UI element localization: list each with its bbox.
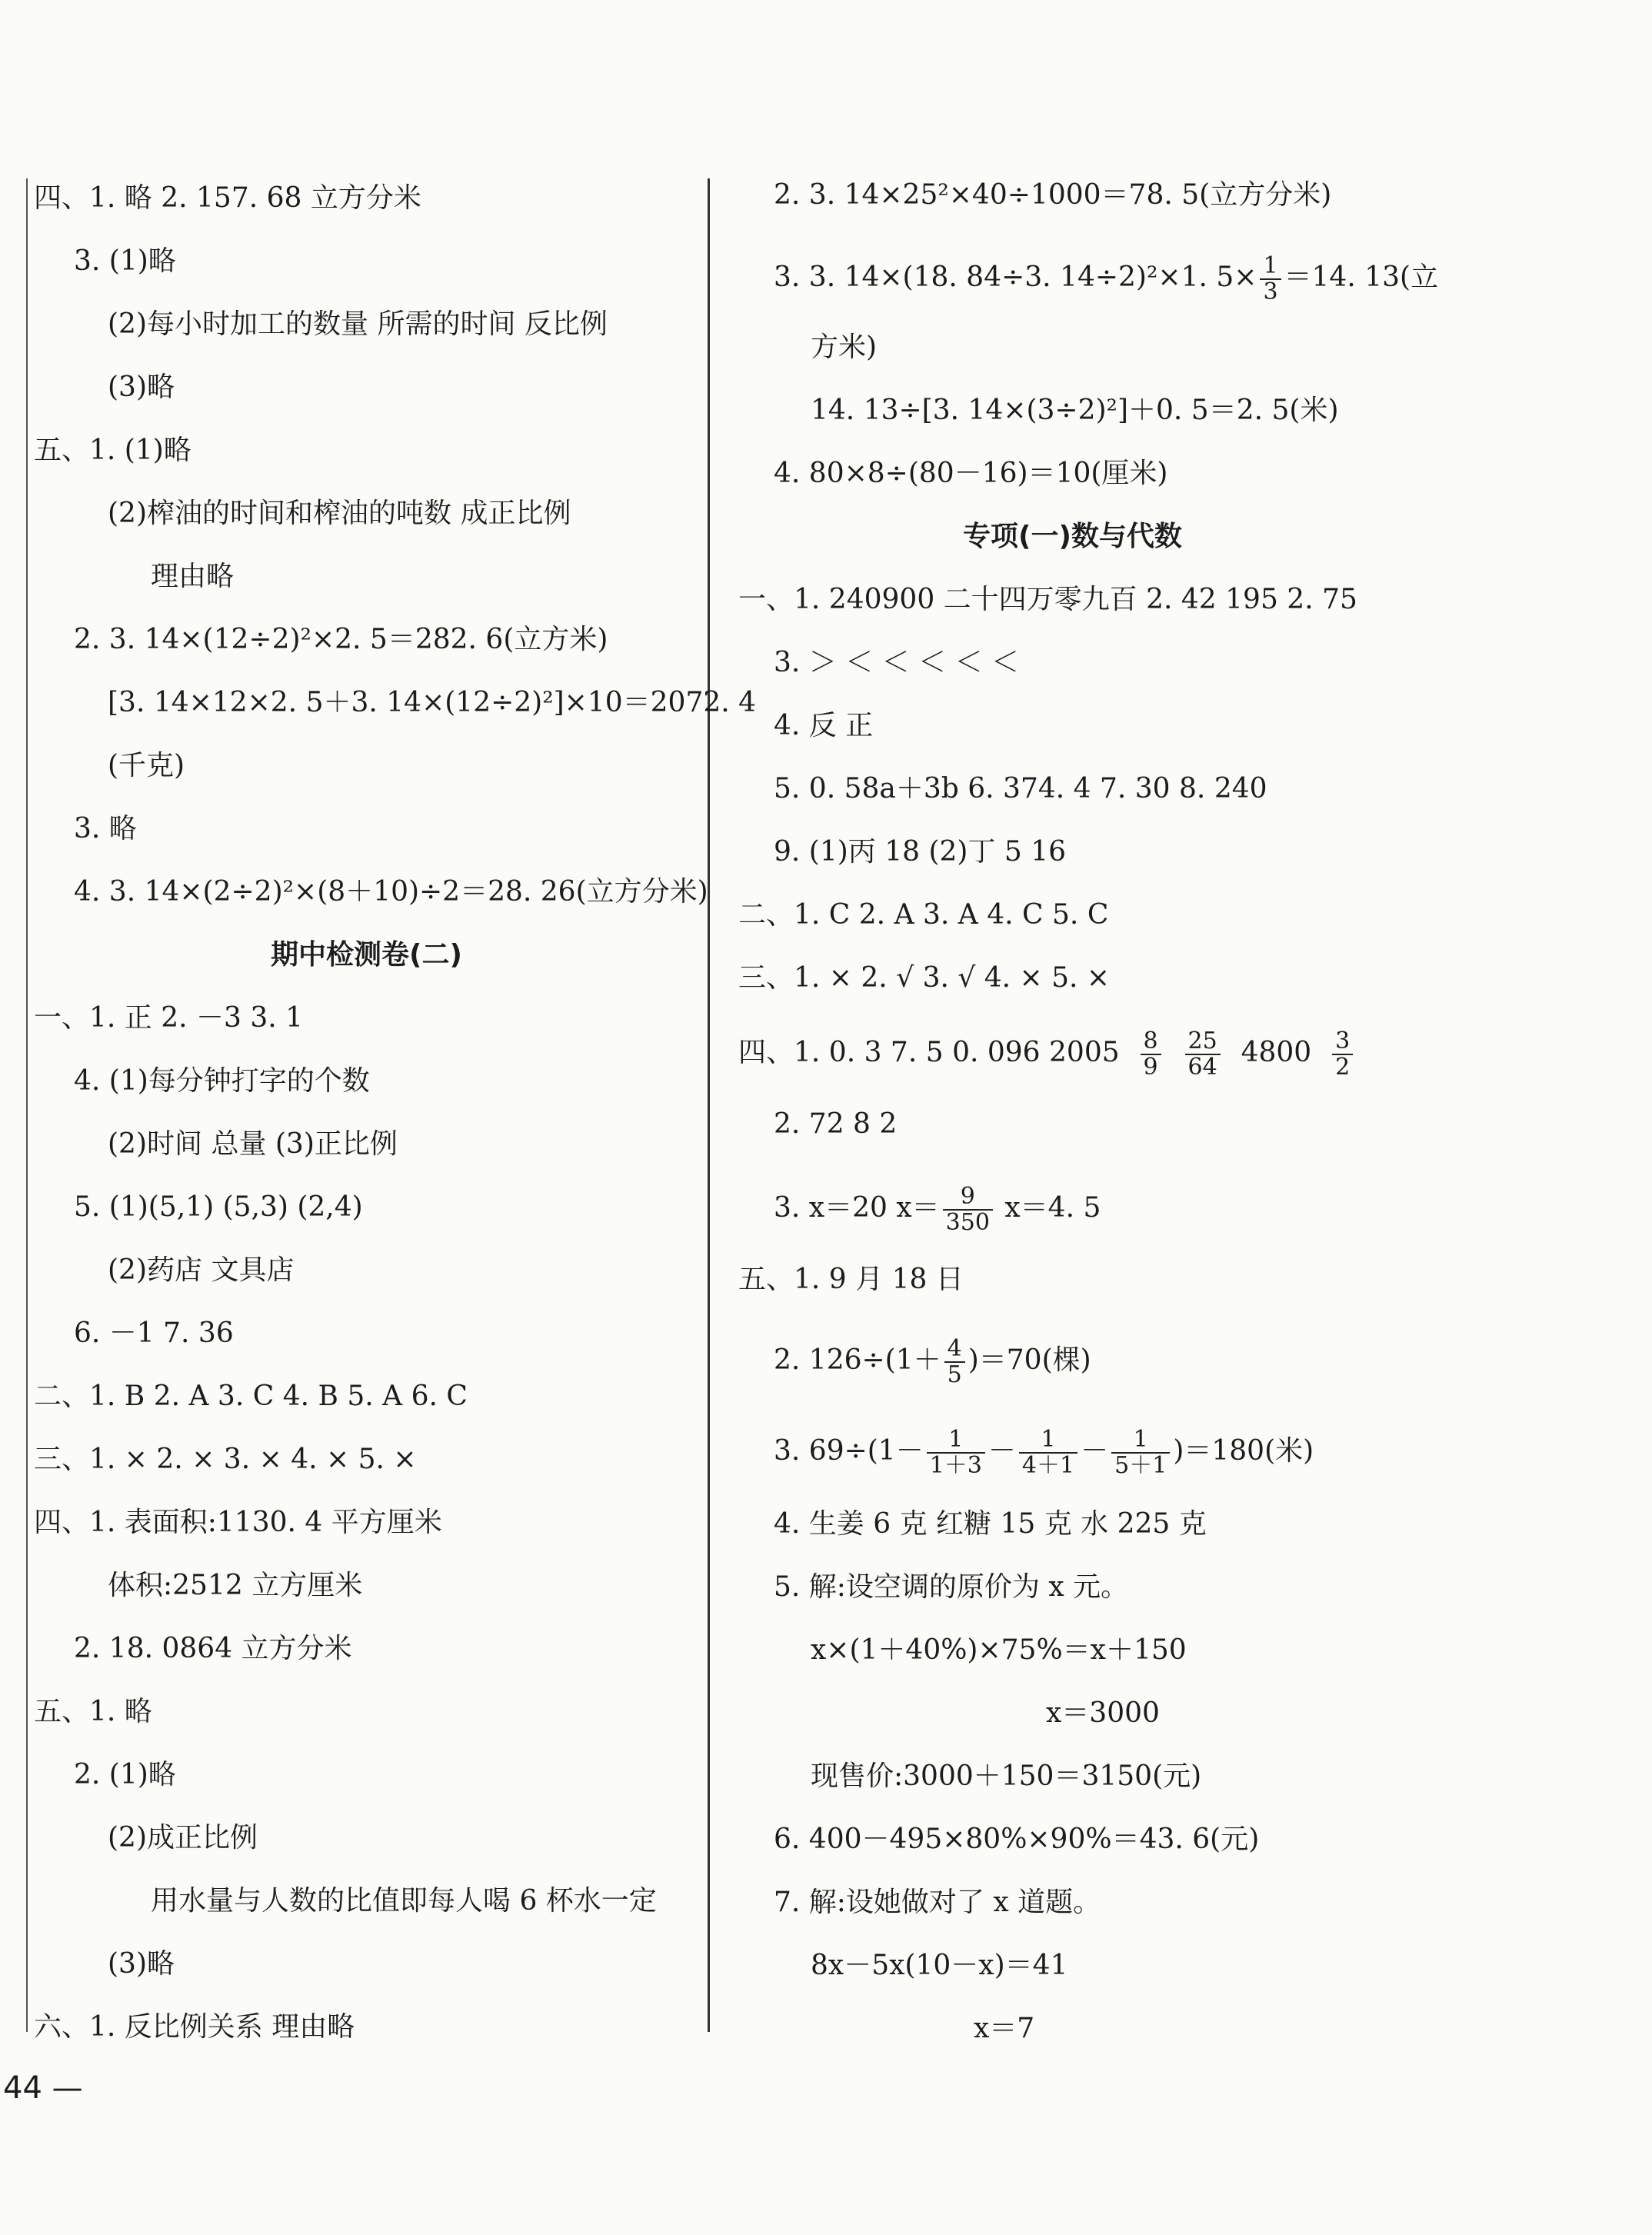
right-line-9: 4. 反 正	[774, 710, 874, 741]
left-line-1: 四、1. 略 2. 157. 68 立方分米	[34, 182, 421, 214]
right-line-4: 14. 13÷[3. 14×(3÷2)²]＋0. 5＝2. 5(米)	[811, 395, 1339, 426]
right-line-8: 3. ＞ ＜ ＜ ＜ ＜ ＜	[774, 647, 1020, 678]
left-line-6: (2)榨油的时间和榨油的吨数 成正比例	[108, 498, 571, 529]
fraction: $\frac{8}{9}$	[1141, 1029, 1161, 1080]
right-line-3: 方米)	[811, 331, 878, 363]
section-heading-midterm: 期中检测卷(二)	[271, 939, 462, 971]
fraction: $\frac{1}{3}$	[1260, 254, 1281, 305]
right-line-25: 6. 400－495×80%×90%＝43. 6(元)	[774, 1824, 1260, 1855]
right-line-11: 9. (1)丙 18 (2)丁 5 16	[774, 836, 1067, 868]
left-line-22: 四、1. 表面积:1130. 4 平方厘米	[34, 1507, 442, 1538]
right-line-23: x＝3000	[1046, 1697, 1160, 1729]
left-line-2: 3. (1)略	[74, 245, 176, 277]
right-line-10: 5. 0. 58a＋3b 6. 374. 4 7. 30 8. 240	[774, 773, 1267, 804]
right-line-16: 3. x＝20 x＝ $\frac{9}{350}$ x＝4. 5	[774, 1183, 1101, 1236]
right-line-13: 三、1. × 2. √ 3. √ 4. × 5. ×	[738, 962, 1111, 994]
left-line-18: (2)药店 文具店	[108, 1254, 295, 1286]
left-line-19: 6. －1 7. 36	[74, 1317, 234, 1349]
fraction: $\frac{1}{5+1}$	[1111, 1427, 1170, 1478]
left-line-7: 理由略	[151, 561, 235, 592]
left-line-11: 3. 略	[74, 813, 137, 844]
left-line-21: 三、1. × 2. × 3. × 4. × 5. ×	[34, 1444, 417, 1475]
right-line-15: 2. 72 8 2	[774, 1108, 898, 1140]
right-line-24: 现售价:3000＋150＝3150(元)	[811, 1760, 1202, 1792]
fraction: $\frac{9}{350}$	[943, 1184, 993, 1235]
right-line-17: 五、1. 9 月 18 日	[738, 1264, 964, 1295]
right-line-18: 2. 126÷(1＋ $\frac{4}{5}$ )＝70(棵)	[774, 1335, 1091, 1388]
fraction: $\frac{3}{2}$	[1332, 1029, 1353, 1080]
left-line-15: 4. (1)每分钟打字的个数	[74, 1065, 370, 1097]
fraction: $\frac{25}{64}$	[1185, 1029, 1221, 1080]
left-line-4: (3)略	[108, 371, 175, 403]
fraction: $\frac{1}{1+3}$	[927, 1427, 985, 1478]
left-line-23: 体积:2512 立方厘米	[108, 1570, 363, 1601]
expression-text: 3. 3. 14×(18. 84÷3. 14÷2)²×1. 5×	[774, 261, 1257, 293]
right-line-27: 8x－5x(10－x)＝41	[811, 1950, 1068, 1981]
left-line-29: (3)略	[108, 1948, 175, 1980]
right-line-7: 一、1. 240900 二十四万零九百 2. 42 195 2. 75	[738, 584, 1357, 615]
left-line-5: 五、1. (1)略	[34, 435, 192, 466]
left-line-3: (2)每小时加工的数量 所需的时间 反比例	[108, 308, 608, 340]
left-line-30: 六、1. 反比例关系 理由略	[34, 2011, 355, 2043]
left-line-8: 2. 3. 14×(12÷2)²×2. 5＝282. 6(立方米)	[74, 624, 608, 655]
right-line-2	[774, 254, 1438, 305]
right-line-21: 5. 解:设空调的原价为 x 元。	[774, 1571, 1129, 1603]
left-margin-rule	[26, 178, 28, 2032]
expression-text: ＝14. 13(立	[1284, 261, 1439, 293]
right-line-20: 4. 生姜 6 克 红糖 15 克 水 225 克	[774, 1508, 1207, 1540]
left-line-25: 五、1. 略	[34, 1696, 152, 1727]
page-number: 44 —	[3, 2070, 83, 2106]
left-line-14: 一、1. 正 2. －3 3. 1	[34, 1002, 304, 1034]
left-line-28: 用水量与人数的比值即每人喝 6 杯水一定	[151, 1885, 657, 1917]
fraction: $\frac{1}{4+1}$	[1019, 1427, 1077, 1478]
section-heading-special: 专项(一)数与代数	[963, 521, 1182, 552]
right-line-12: 二、1. C 2. A 3. A 4. C 5. C	[738, 899, 1109, 931]
left-line-16: (2)时间 总量 (3)正比例	[108, 1128, 398, 1160]
left-line-27: (2)成正比例	[108, 1822, 258, 1854]
right-line-1: 2. 3. 14×25²×40÷1000＝78. 5(立方分米)	[774, 179, 1332, 211]
right-line-14: 四、1. 0. 3 7. 5 0. 096 2005 $\frac{8}{9}$ $\frac{25}{64}$ 4800 $\frac{3}{2}$	[738, 1029, 1356, 1080]
right-line-26: 7. 解:设她做对了 x 道题。	[774, 1887, 1101, 1918]
left-line-12: 4. 3. 14×(2÷2)²×(8＋10)÷2＝28. 26(立方分米)	[74, 876, 708, 908]
right-line-22: x×(1＋40%)×75%＝x＋150	[811, 1634, 1187, 1666]
left-line-20: 二、1. B 2. A 3. C 4. B 5. A 6. C	[34, 1381, 468, 1412]
left-line-9: [3. 14×12×2. 5＋3. 14×(12÷2)²]×10＝2072. 4	[108, 687, 757, 718]
column-divider	[708, 178, 710, 2032]
left-line-24: 2. 18. 0864 立方分米	[74, 1633, 352, 1664]
right-line-19: 3. 69÷(1－ $\frac{1}{1+3}$ － $\frac{1}{4+1}$ － $\frac{1}{5+1}$ )＝180(米)	[774, 1426, 1314, 1479]
left-line-10: (千克)	[108, 750, 185, 781]
right-line-5: 4. 80×8÷(80－16)＝10(厘米)	[774, 458, 1168, 489]
left-line-26: 2. (1)略	[74, 1759, 176, 1790]
fraction: $\frac{4}{5}$	[944, 1337, 965, 1387]
right-line-28: x＝7	[974, 2013, 1035, 2044]
left-line-17: 5. (1)(5,1) (5,3) (2,4)	[74, 1191, 363, 1223]
